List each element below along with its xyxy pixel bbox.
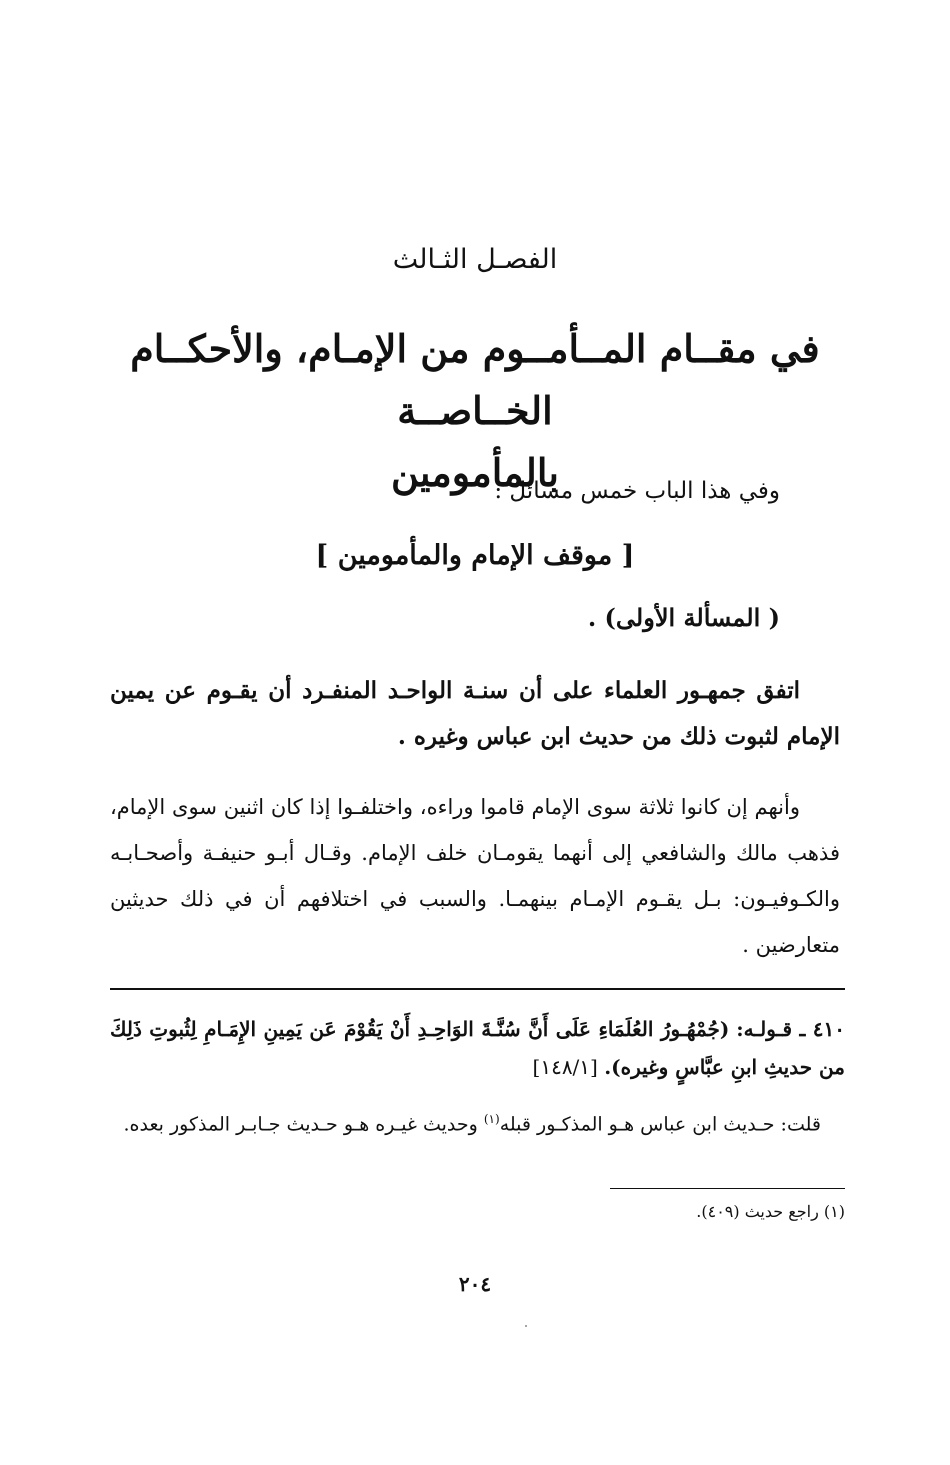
commentary-block bbox=[110, 1010, 845, 1086]
commentary-number: ٤١٠ ـ قـولـه: bbox=[736, 1017, 845, 1041]
note-text-after: وحديث غيـره هـو حـديث جـابـر المذكور بعده. bbox=[123, 1113, 484, 1136]
paragraph-1: اتفق جمهـور العلماء على أن سنـة الواحـد المنفـرد أن يقـوم عن يمين الإمام لثبوت ذلك من حديث ابن عباس وغيره . bbox=[110, 677, 840, 750]
commentary-reference: [١٤٨/١] bbox=[532, 1055, 598, 1079]
paragraph-2: وأنهم إن كانوا ثلاثة سوى الإمام قاموا وراءه، واختلفـوا إذا كان اثنين سوى الإمام، فذهب مالك والشافعي إلى أنهما يقومـان خلف الإمام. وقـال أبـو حنيفـة وأصحـابـه والكـوفيـون: بـل يقـوم الإمـام بينهمـا. والسبب في اختلافهم أن في ذلك حديثين متعارضين . bbox=[110, 795, 840, 957]
footnote-marker: (١) bbox=[483, 1112, 500, 1126]
chapter-title-line-1: في مقــام المــأمــوم من الإمـام، والأحكــام الخــاصــة bbox=[130, 326, 820, 433]
chapter-title bbox=[100, 318, 850, 504]
issue-label: ( المسألة الأولى) . bbox=[587, 603, 780, 632]
commentary-divider bbox=[110, 988, 845, 990]
commentary-quote: (جُمْهُـورُ العُلَمَاءِ عَلَى أَنَّ سُنَّـةَ الوَاحِـدِ أَنْ يَقُوْمَ عَن يَمِينِ الإِمَـامِ لِثُبوتِ ذَلِكَ من حديثِ ابنِ عبَّاسٍ وغيره). bbox=[110, 1017, 845, 1079]
page-number: ٢٠٤ bbox=[458, 1272, 492, 1296]
footnote: (١) راجع حديث (٤٠٩). bbox=[696, 1202, 845, 1221]
section-heading: [ موقف الإمام والمأمومين ] bbox=[315, 540, 635, 571]
scan-speck bbox=[525, 1325, 527, 1327]
footnote-divider bbox=[610, 1188, 845, 1189]
note-block bbox=[110, 1100, 845, 1143]
chapter-label: الفصـل الثـالث bbox=[392, 244, 558, 275]
chapter-title-line-2: بالمأمومين bbox=[390, 450, 559, 495]
intro-text: وفي هذا الباب خمس مسائل : bbox=[494, 478, 780, 504]
note-text-before: قلت: حـديث ابن عباس هـو المذكـور قبله bbox=[499, 1113, 821, 1136]
